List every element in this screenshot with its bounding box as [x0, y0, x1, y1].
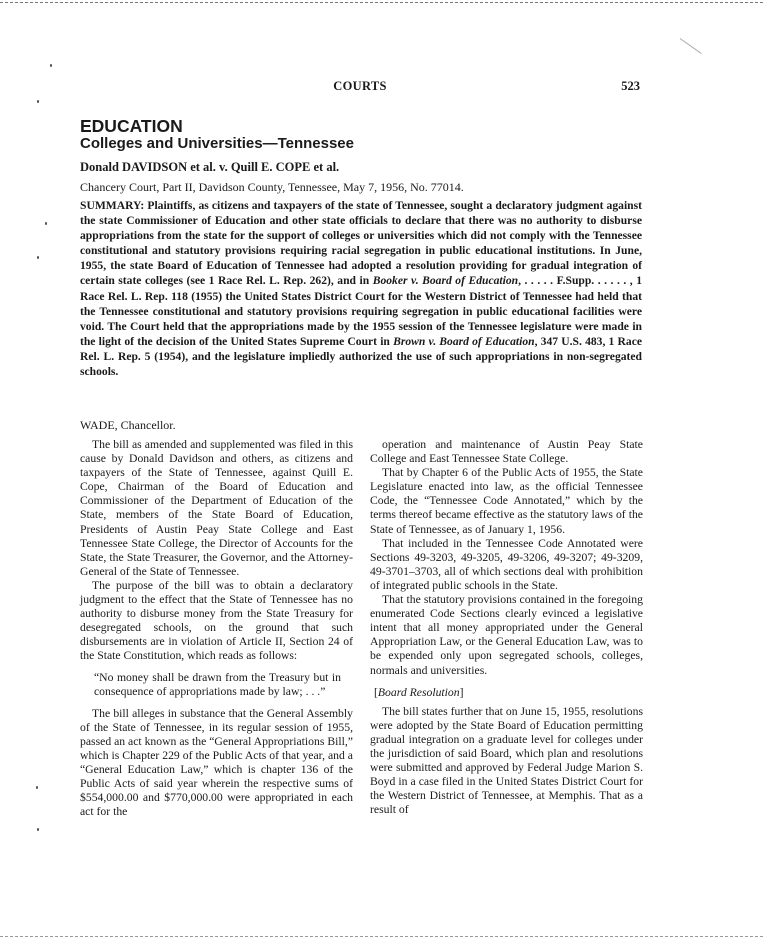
section-title: EDUCATION [80, 116, 183, 136]
scan-speck [50, 64, 52, 67]
left-column [80, 438, 353, 819]
judge-name: WADE, Chancellor. [80, 418, 176, 432]
right-column [370, 438, 643, 817]
paragraph: operation and maintenance of Austin Peay State College and East Tennessee State College. [370, 438, 643, 466]
paragraph: That included in the Tennessee Code Annotated were Sections 49-3203, 49-3205, 49-3206, 49-3207; 49-3209, 49-3701–3703, all of which sections deal with prohibition of integrated public schools in the State. [370, 536, 643, 592]
summary-text: , . . . . . F.Supp. . . . . . , 1 Race Rel. L. Rep. 118 (1955) the United States District Court for the Western District of Tennessee had held that the Tennessee constitutional and statutory provisions requiring segregation in public educational facilities were void. The Court held that the appropriations made by the 1955 session of the Tennessee legislature were made in the light of the decision of the United States Supreme Court in [80, 274, 642, 348]
scan-speck [37, 828, 39, 831]
bracket-close: ] [459, 685, 464, 699]
subsection-heading-text: Board Resolution [377, 685, 460, 699]
case-name: Donald DAVIDSON et al. v. Quill E. COPE et al. [80, 160, 340, 174]
page-number: 523 [621, 79, 640, 93]
bracket-open: [ [374, 685, 378, 699]
scan-top-edge [0, 2, 763, 3]
section-subtitle: Colleges and Universities—Tennessee [80, 135, 354, 152]
page-header [80, 79, 640, 95]
scan-speck [37, 256, 39, 259]
summary-text: , 347 U.S. 483, 1 Race Rel. L. Rep. 5 (1954), and the legislature impliedly authorized the use of such appropriations in non-segregated schools. [80, 334, 642, 379]
summary-label: SUMMARY: [80, 199, 145, 212]
scan-bottom-edge [0, 936, 763, 937]
court-line: Chancery Court, Part II, Davidson County, Tennessee, May 7, 1956, No. 77014. [80, 180, 464, 194]
scan-speck [37, 100, 39, 103]
paragraph: The bill states further that on June 15, 1955, resolutions were adopted by the State Board of Education permitting gradual integration on a graduate level for colleges under the jurisdiction of said Board, which plan and resolutions were submitted and approved by Federal Judge Marion S. Boyd in a case filed in the United States District Court for the Western District of Tennessee, at Memphis. That as a result of [370, 704, 643, 817]
paragraph: The purpose of the bill was to obtain a declaratory judgment to the effect that the State of Tennessee has no authority to disburse money from the State Treasury for desegregated schools, on the ground that such disbursements are in violation of Article II, Section 24 of the State Constitution, which reads as follows: [80, 578, 353, 663]
scan-artifact-line [680, 38, 702, 54]
paragraph: That by Chapter 6 of the Public Acts of 1955, the State Legislature enacted into law, as the official Tennessee Code, the “Tennessee Code Annotated,” which by the terms thereof became effective as the statutory laws of the State of Tennessee, as of January 1, 1956. [370, 466, 643, 536]
summary-text: Plaintiffs, as citizens and taxpayers of the state of Tennessee, sought a declaratory judgment against the state Commissioner of Education and other state officials to declare that there was no authority to disburse appropriations from the state for the support of colleges or universities which did not comply with the Tennessee constitutional and statutory provisions requiring racial segregation in public educational institutions. In June, 1955, the state Board of Education of Tennessee had adopted a resolution providing for gradual integration of certain state colleges (see 1 Race Rel. L. Rep. 262), and in [80, 199, 642, 288]
scan-speck [36, 786, 38, 789]
paragraph: That the statutory provisions contained in the foregoing enumerated Code Sections clearly evinced a legislative intent that all money appropriated under the General Appropriation Law, or the General Education Law, was to be expended only upon segregated schools, colleges, normals and universities. [370, 593, 643, 677]
subsection-heading [374, 686, 643, 700]
case-citation: Brown v. Board of Education [393, 334, 535, 348]
case-summary [80, 198, 642, 379]
scan-speck [45, 222, 47, 225]
running-head: COURTS [333, 79, 387, 93]
paragraph: The bill as amended and supplemented was filed in this cause by Donald Davidson and others, as citizens and taxpayers of the State of Tennessee, against Quill E. Cope, Chairman of the Board of Education and Commissioner of the Department of Education of the State, members of the State Board of Education, Presidents of Austin Peay State College and East Tennessee State College, the Director of Accounts for the State, the State Treasurer, the Governor, and the Attorney-General of the State of Tennessee. [80, 438, 353, 578]
paragraph: The bill alleges in substance that the General Assembly of the State of Tennessee, in its regular session of 1955, passed an act known as the “General Appropriations Bill,” which is Chapter 229 of the Public Acts of that year, and a “General Education Law,” which is chapter 136 of the Public Acts of said year wherein the respective sums of $554,000.00 and $770,000.00 were appropriated in each act for the [80, 706, 353, 819]
case-citation: Booker v. Board of Education [372, 274, 519, 288]
block-quote: “No money shall be drawn from the Treasury but in consequence of appropriations made by law; . . .” [94, 670, 341, 698]
